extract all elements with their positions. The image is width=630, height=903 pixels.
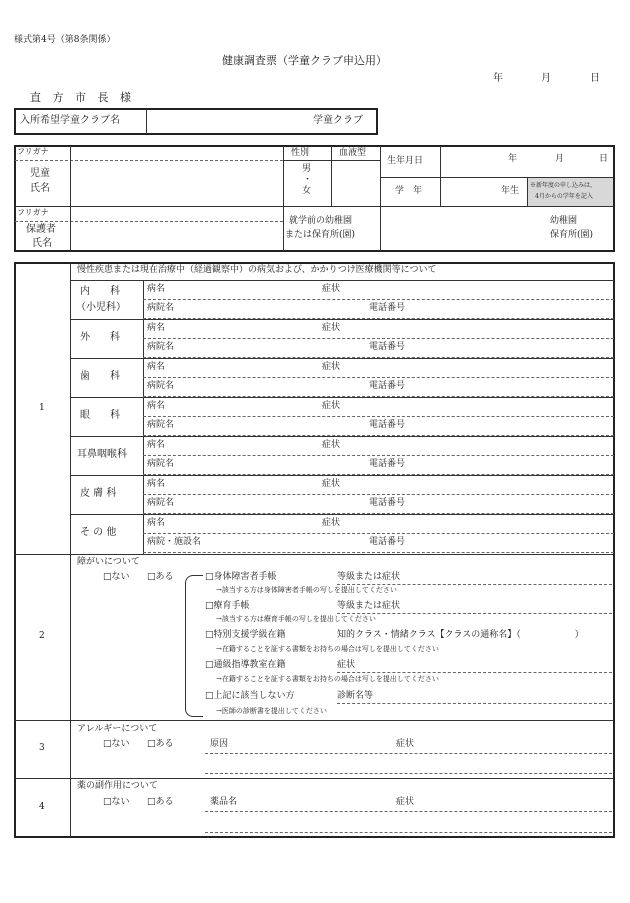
dept-row-line-4	[70, 436, 614, 437]
dept-mid-line-3	[143, 377, 614, 378]
disability-bracket	[185, 575, 203, 717]
allergy-line-2	[205, 773, 612, 774]
name-column-divider	[283, 146, 284, 251]
dental-phone-label: 電話番号	[369, 381, 406, 391]
blood-type-label: 血液型	[339, 148, 367, 158]
dept-skin-label: 皮 膚 科	[80, 488, 117, 499]
club-name-label: 入所希望学童クラブ名	[20, 115, 120, 126]
skin-disease-label: 病名	[147, 479, 166, 489]
side-effect-no-checkbox[interactable]: □ない	[103, 797, 130, 807]
section3-number: 3	[39, 743, 45, 753]
disability-item-1-check[interactable]: □身体障害者手帳	[205, 572, 277, 582]
disability-item-3-check[interactable]: □特別支援学級在籍	[205, 630, 286, 640]
skin-symptom-label: 症状	[322, 479, 341, 489]
internal-disease-label: 病名	[147, 284, 166, 294]
disability-no-checkbox[interactable]: □ない	[103, 572, 130, 582]
grade-unit-label: 年生	[501, 186, 520, 196]
eye-phone-label: 電話番号	[369, 420, 406, 430]
grade-note-1: ※新年度の申し込みは、	[530, 182, 597, 189]
kindergarten-label: 幼稚園	[550, 216, 578, 226]
eye-symptom-label: 症状	[322, 401, 341, 411]
gender-dot: ・	[303, 175, 313, 185]
blood-type-field[interactable]	[334, 163, 378, 203]
birth-month-label: 月	[555, 154, 565, 164]
date-day-label: 日	[590, 73, 600, 84]
ent-symptom-label: 症状	[322, 440, 341, 450]
dept-row-line-3	[70, 397, 614, 398]
dept-eye-label: 眼 科	[80, 410, 120, 421]
ent-disease-label: 病名	[147, 440, 166, 450]
date-month-label: 月	[541, 73, 551, 84]
disability-item-2-note: →該当する方は療育手帳の写しを提出してください	[216, 615, 376, 623]
disability-item-4-line	[337, 672, 612, 673]
other-hospital-label: 病院・施設名	[147, 537, 202, 547]
dental-disease-label: 病名	[147, 362, 166, 372]
dept-bottom-line-4	[143, 435, 614, 436]
section1-heading-line	[70, 280, 614, 281]
gender-blood-divider	[331, 146, 332, 206]
gender-label: 性別	[291, 148, 310, 158]
guardian-furigana-label: フリガナ	[17, 208, 49, 217]
disability-item-5-check[interactable]: □上記に該当しない方	[205, 691, 295, 701]
section2-bottom-line	[15, 720, 613, 721]
preschool-label-2: または保育所(園)	[285, 230, 356, 240]
grade-field[interactable]	[443, 181, 498, 203]
section1-number: 1	[39, 403, 45, 413]
section4-heading: 薬の副作用について	[77, 781, 158, 791]
dept-mid-line-7	[143, 533, 614, 534]
other-phone-label: 電話番号	[369, 537, 406, 547]
dept-bottom-line-1	[143, 318, 614, 319]
disability-yes-checkbox[interactable]: □ある	[147, 572, 174, 582]
dept-row-line-2	[70, 358, 614, 359]
dept-row-line-6	[70, 514, 614, 515]
dept-surgery-label: 外 科	[80, 332, 120, 343]
dental-symptom-label: 症状	[322, 362, 341, 372]
disability-item-4-note: →在籍することを証する書類をお持ちの場合は写しを提出してください	[216, 675, 439, 683]
surgery-phone-label: 電話番号	[369, 342, 406, 352]
dept-other-label: そ の 他	[80, 527, 117, 538]
child-name-field[interactable]	[74, 148, 279, 203]
disability-item-3-detail: 知的クラス・情緒クラス【クラスの通称名】（ ）	[337, 630, 584, 640]
addressee: 直 方 市 長 様	[30, 91, 135, 104]
disability-item-2-check[interactable]: □療育手帳	[205, 601, 250, 611]
grade-note-2: 4月からの学年を記入	[535, 193, 593, 200]
dept-bottom-line-3	[143, 396, 614, 397]
disability-item-2-line	[337, 613, 612, 614]
other-disease-label: 病名	[147, 518, 166, 528]
other-symptom-label: 症状	[322, 518, 341, 528]
allergy-yes-checkbox[interactable]: □ある	[147, 739, 174, 749]
dept-ent-label: 耳鼻咽喉科	[77, 449, 127, 460]
side-effect-symptom-label: 症状	[396, 797, 415, 807]
guardian-name-field[interactable]	[74, 209, 279, 249]
form-number: 様式第4号（第8条関係）	[14, 35, 116, 45]
ent-phone-label: 電話番号	[369, 459, 406, 469]
internal-phone-label: 電話番号	[369, 303, 406, 313]
grade-label: 学 年	[395, 186, 423, 196]
medicine-name-label: 薬品名	[210, 797, 238, 807]
disability-item-4-check[interactable]: □通級指導教室在籍	[205, 660, 286, 670]
skin-phone-label: 電話番号	[369, 498, 406, 508]
date-year-label: 年	[493, 73, 503, 84]
eye-disease-label: 病名	[147, 401, 166, 411]
ent-hospital-label: 病院名	[147, 459, 175, 469]
disability-item-2-detail: 等級または症状	[337, 601, 401, 611]
disability-item-1-detail: 等級または症状	[337, 572, 401, 582]
section2-heading: 障がいについて	[77, 557, 140, 567]
dept-mid-line-5	[143, 455, 614, 456]
section2-number: 2	[39, 631, 45, 641]
dental-hospital-label: 病院名	[147, 381, 175, 391]
blood-birth-divider	[380, 146, 381, 251]
club-name-field[interactable]	[150, 112, 305, 132]
guardian-name-label-2: 氏名	[32, 238, 52, 249]
page-title: 健康調査票（学童クラブ申込用）	[222, 54, 387, 67]
dept-dental-label: 歯 科	[80, 371, 120, 382]
side-effect-line-1	[205, 811, 612, 812]
surgery-hospital-label: 病院名	[147, 342, 175, 352]
surgery-symptom-label: 症状	[322, 323, 341, 333]
section3-bottom-line	[15, 778, 613, 779]
disability-item-5-line	[337, 703, 612, 704]
child-furigana-label: フリガナ	[17, 147, 49, 156]
skin-hospital-label: 病院名	[147, 498, 175, 508]
side-effect-line-2	[205, 832, 612, 833]
club-name-divider	[146, 110, 147, 134]
child-guardian-divider	[15, 206, 613, 207]
nursery-label: 保育所(園)	[550, 230, 594, 240]
section3-heading: アレルギーについて	[77, 724, 158, 734]
birth-label-divider	[440, 146, 441, 206]
birth-day-label: 日	[599, 154, 609, 164]
disability-item-4-detail: 症状	[337, 660, 356, 670]
club-name-suffix: 学童クラブ	[313, 115, 363, 126]
dept-internal-label: 内 科	[80, 286, 120, 297]
gender-male[interactable]: 男	[302, 164, 312, 174]
dept-row-line-5	[70, 475, 614, 476]
eye-hospital-label: 病院名	[147, 420, 175, 430]
allergy-symptom-label: 症状	[396, 739, 415, 749]
allergy-cause-label: 原因	[210, 739, 229, 749]
dept-mid-line-1	[143, 299, 614, 300]
section4-number: 4	[39, 802, 45, 812]
section1-heading: 慢性疾患または現在治療中（経過観察中）の病気および、かかりつけ医療機関等について	[77, 265, 437, 275]
birth-year-label: 年	[508, 154, 518, 164]
guardian-name-label-1: 保護者	[26, 224, 56, 235]
dept-row-line-1	[70, 319, 614, 320]
disability-item-5-detail: 診断名等	[337, 691, 374, 701]
allergy-no-checkbox[interactable]: □ない	[103, 739, 130, 749]
dept-mid-line-2	[143, 338, 614, 339]
preschool-label-1: 就学前の幼稚園	[289, 216, 353, 226]
preschool-name-field[interactable]	[384, 210, 544, 248]
allergy-line-1	[205, 753, 612, 754]
section1-bottom-line	[15, 554, 613, 555]
disability-item-1-note: →該当する方は身体障害者手帳の写しを提出してください	[216, 586, 397, 594]
dept-bottom-line-7	[143, 552, 614, 553]
birth-date-label: 生年月日	[387, 156, 424, 166]
child-name-label-1: 児童	[30, 168, 50, 179]
health-table	[14, 262, 615, 838]
number-column-divider	[70, 263, 71, 837]
dept-bottom-line-5	[143, 474, 614, 475]
surgery-disease-label: 病名	[147, 323, 166, 333]
disability-item-3-note: →在籍することを証する書類をお持ちの場合は写しを提出してください	[216, 645, 439, 653]
internal-hospital-label: 病院名	[147, 303, 175, 313]
dept-internal-sub: （小児科）	[76, 302, 126, 313]
dept-mid-line-6	[143, 494, 614, 495]
disability-item-5-note: →医師の診断書を提出してください	[216, 707, 327, 715]
disability-item-1-line	[337, 584, 612, 585]
child-name-label-2: 氏名	[30, 183, 50, 194]
dept-mid-line-4	[143, 416, 614, 417]
gender-female[interactable]: 女	[302, 186, 312, 196]
dept-bottom-line-2	[143, 357, 614, 358]
internal-symptom-label: 症状	[322, 284, 341, 294]
side-effect-yes-checkbox[interactable]: □ある	[147, 797, 174, 807]
label-column-divider	[70, 146, 71, 251]
dept-bottom-line-6	[143, 513, 614, 514]
